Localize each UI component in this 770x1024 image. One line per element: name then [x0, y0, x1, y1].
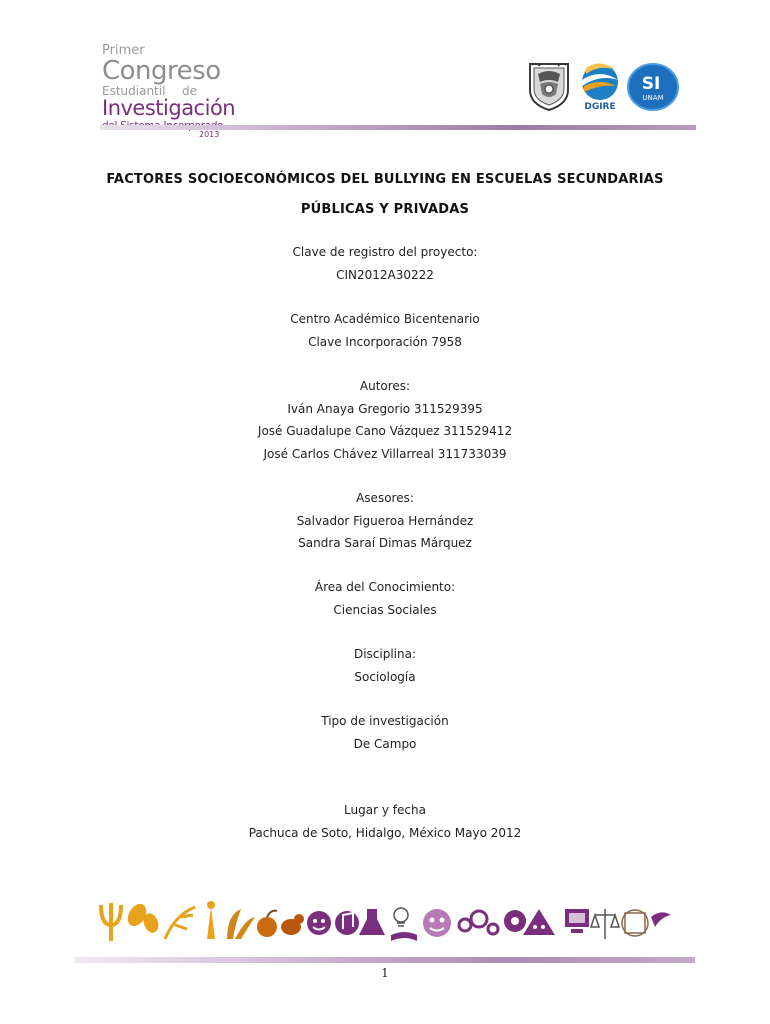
lugar-value: Pachuca de Soto, Hidalgo, México Mayo 2012: [248, 825, 522, 840]
header-divider: [100, 125, 696, 130]
vitruvian-man-icon: [622, 910, 648, 936]
disciplina-value: Sociología: [354, 669, 416, 684]
tipo-value: De Campo: [353, 736, 417, 751]
autores-block: [100, 375, 670, 465]
title-line-2: PÚBLICAS Y PRIVADAS: [300, 202, 470, 217]
title-line-1: FACTORES SOCIOECONÓMICOS DEL BULLYING EN ESCUELAS SECUNDARIAS: [106, 172, 664, 187]
centro-block: [100, 308, 670, 353]
tipo-label: Tipo de investigación: [321, 714, 449, 728]
page-number: 1: [381, 966, 389, 980]
robot-icon: [523, 909, 555, 935]
chemistry-icon: [359, 909, 385, 935]
si-logo-text: SI: [641, 74, 661, 94]
footer-divider: [75, 957, 695, 963]
scale-icon: [591, 909, 619, 939]
logo-line-primer: Primer: [102, 43, 145, 58]
page-header: [0, 0, 770, 140]
registro-block: [100, 241, 670, 286]
logo-line-year: 2013: [199, 130, 220, 139]
si-logo-subtext: UNAM: [642, 94, 664, 102]
lugar-block: [100, 799, 670, 844]
disciplina-block: [100, 643, 670, 688]
gears-icon: [459, 911, 498, 934]
area-value: Ciencias Sociales: [333, 602, 437, 617]
music-icon: [335, 911, 359, 935]
fruit-icon: [257, 911, 277, 937]
disciplina-label: Disciplina:: [353, 647, 417, 661]
asesores-label: Asesores:: [356, 491, 414, 505]
dgire-logo-icon: [576, 60, 624, 112]
logo-line-investigacion: Investigación: [102, 96, 236, 120]
congreso-logo: [100, 43, 236, 139]
bird-icon: [281, 914, 304, 935]
branch-icon: [165, 907, 195, 939]
autor-item: Iván Anaya Gregorio 311529395: [287, 401, 483, 416]
theater-masks-icon: [307, 911, 331, 935]
asesor-item: Salvador Figueroa Hernández: [296, 513, 474, 528]
footer-illustration: [95, 895, 675, 947]
asesor-item: Sandra Saraí Dimas Márquez: [298, 536, 472, 550]
autores-label: Autores:: [359, 379, 411, 393]
area-label: Área del Conocimiento:: [314, 580, 456, 594]
asesores-block: [100, 487, 670, 555]
logo-line-congreso: Congreso: [102, 56, 221, 86]
dgire-logo-text: DGIRE: [584, 102, 616, 112]
registro-label: Clave de registro del proyecto:: [292, 245, 478, 259]
plant-icon: [207, 901, 215, 939]
lightbulb-icon: [394, 908, 408, 926]
bird-flying-icon: [651, 912, 671, 927]
unam-seal-icon: [524, 60, 574, 112]
document-title: [60, 165, 710, 225]
face-icon: [423, 909, 451, 937]
psi-icon: [101, 903, 121, 941]
centro-name: Centro Académico Bicentenario: [290, 312, 480, 326]
autor-item: José Carlos Chávez Villarreal 311733039: [263, 446, 507, 461]
leaf-icon: [124, 901, 161, 935]
computer-icon: [565, 909, 589, 933]
lugar-label: Lugar y fecha: [344, 803, 426, 817]
sprout-icon: [227, 909, 255, 939]
registro-value: CIN2012A30222: [336, 267, 434, 282]
tipo-block: [100, 710, 670, 755]
centro-clave: Clave Incorporación 7958: [308, 334, 462, 349]
si-unam-logo-icon: [626, 60, 680, 114]
logo-line-estudiantil: Estudiantil: [102, 84, 166, 98]
autor-item: José Guadalupe Cano Vázquez 311529412: [257, 424, 513, 438]
gear-icon: [504, 910, 526, 932]
book-icon: [391, 932, 417, 941]
logo-line-de: de: [182, 84, 197, 98]
area-block: [100, 576, 670, 621]
